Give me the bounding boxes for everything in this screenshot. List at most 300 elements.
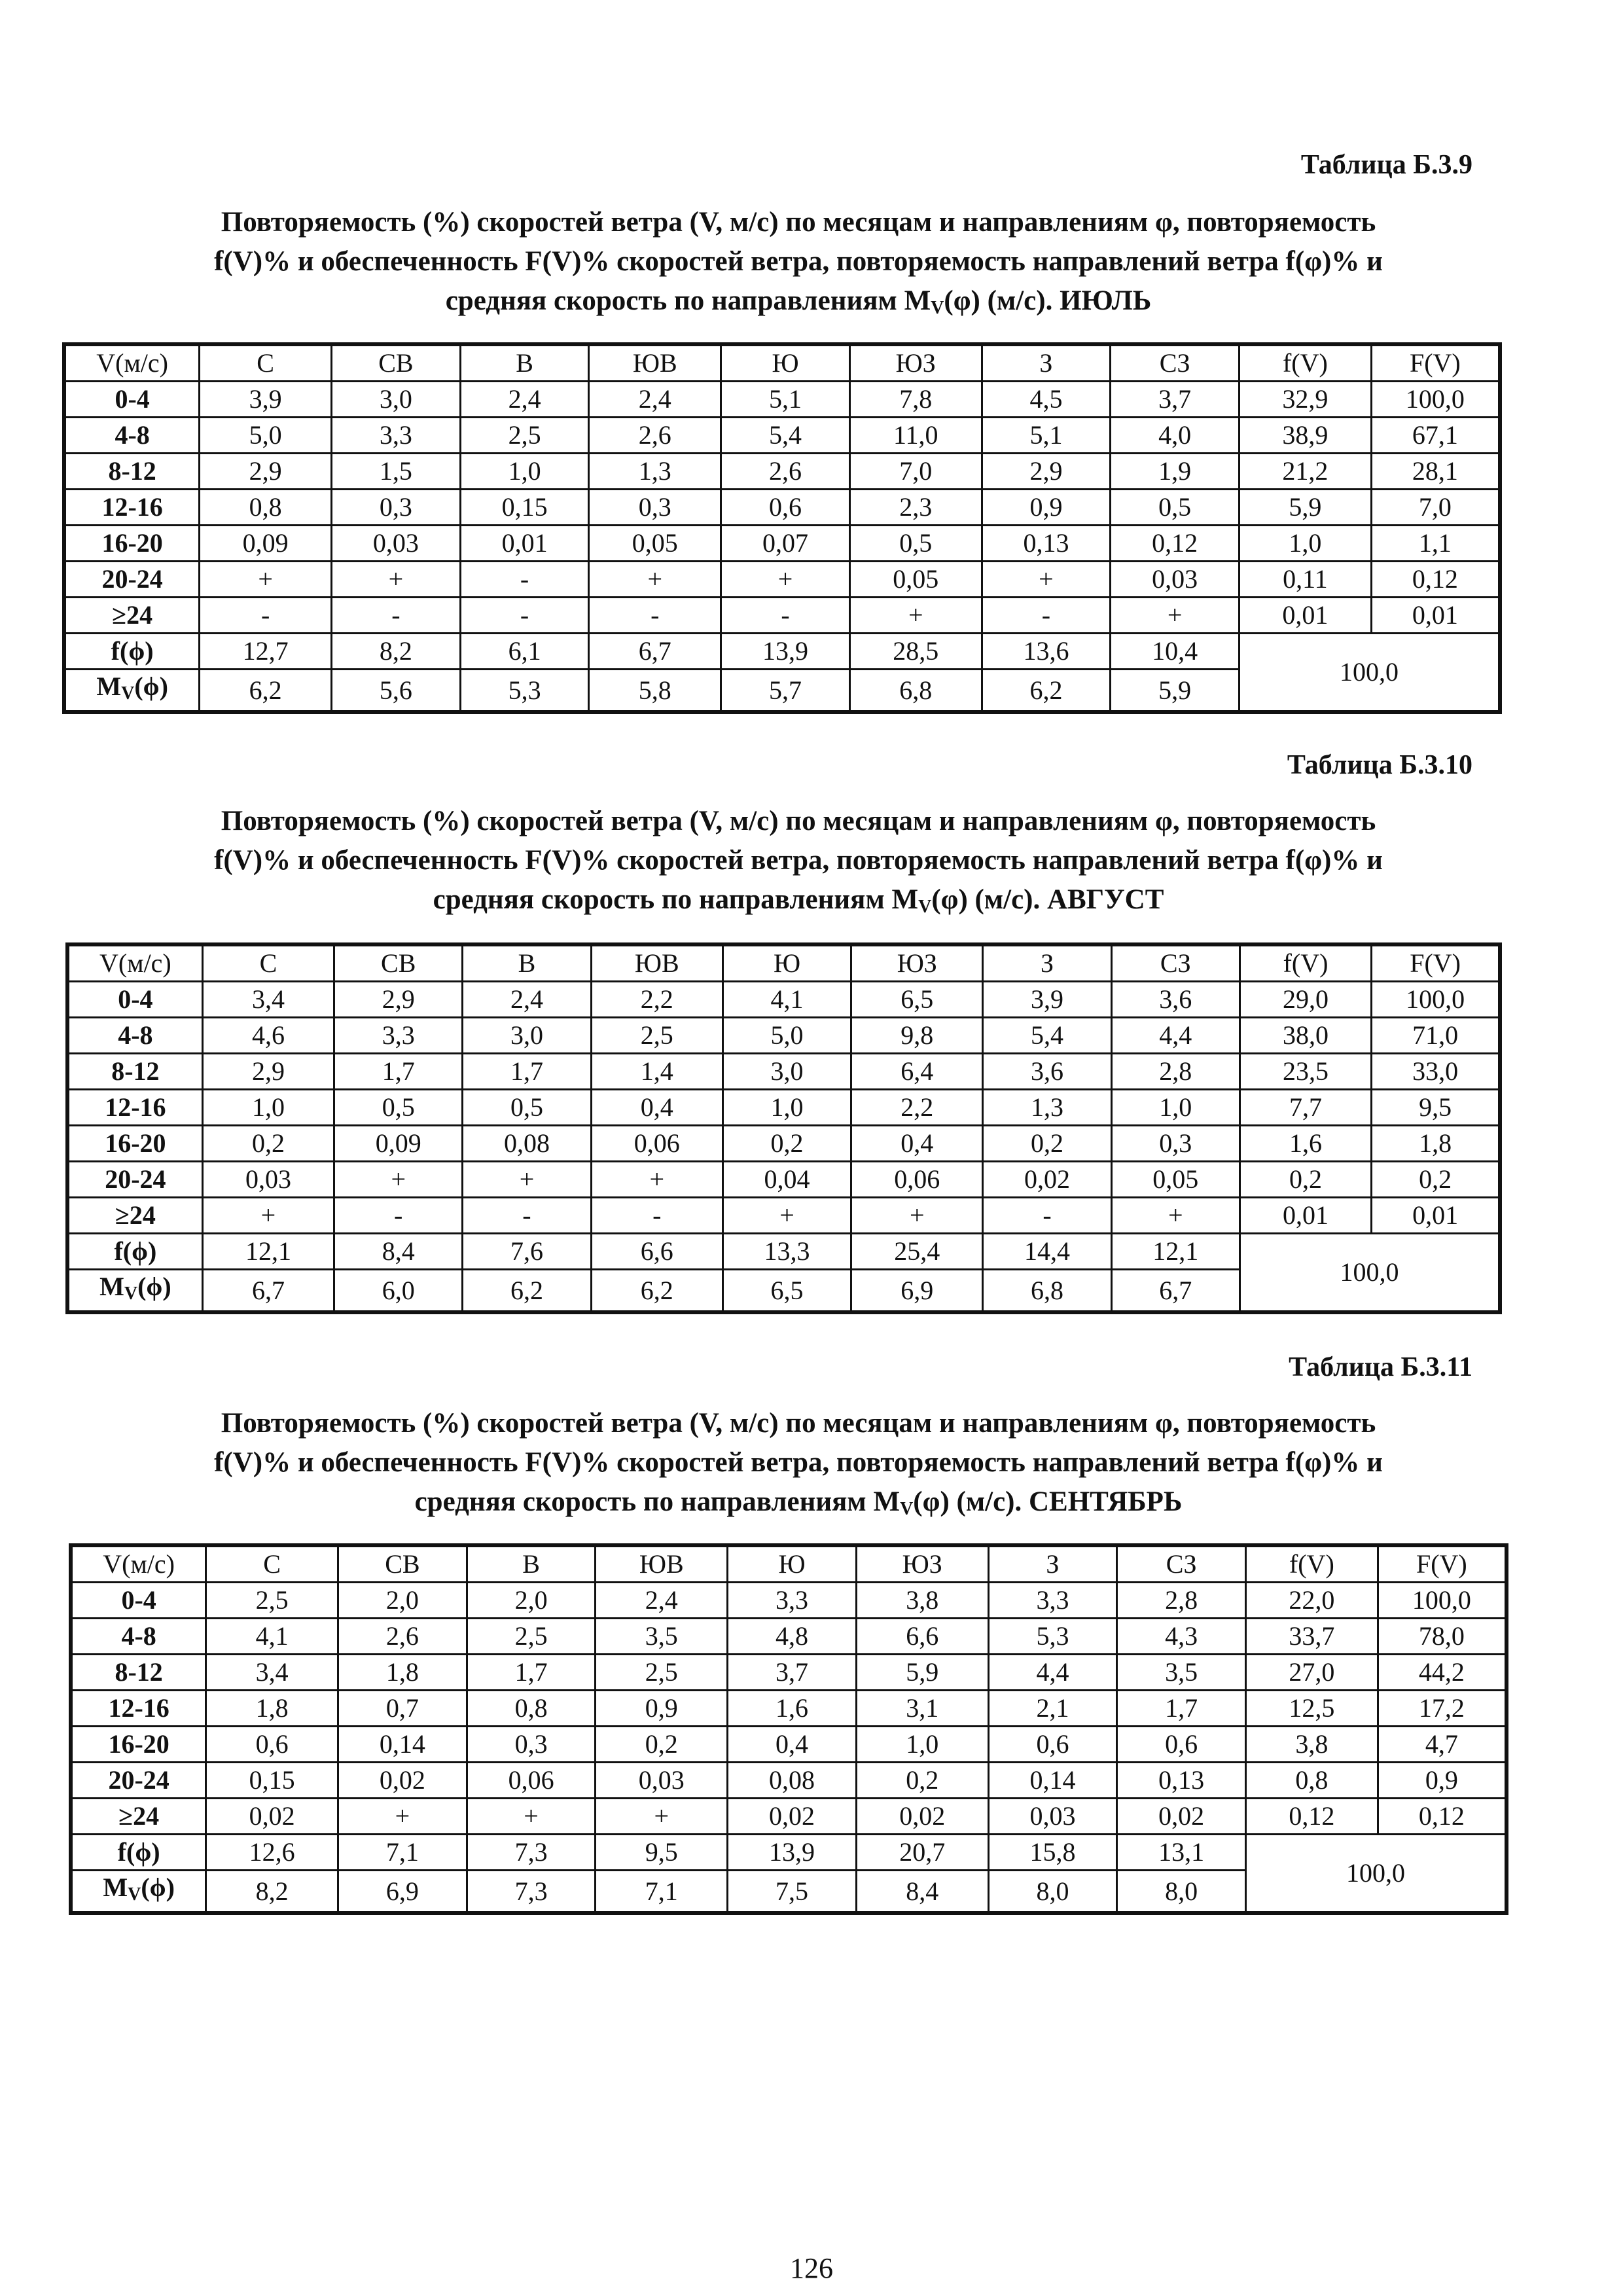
table-cell: 0,3 [1111,1126,1240,1162]
table-cell: 6,2 [463,1270,591,1313]
table-cell: 8,0 [988,1871,1117,1914]
table-row [71,1691,1507,1727]
table-cell: 6,2 [591,1270,722,1313]
table-cell: 0,02 [338,1763,467,1799]
table-cell: 13,9 [728,1835,857,1871]
column-header: V(м/с) [71,1545,206,1583]
table-cell: 0,9 [982,490,1111,526]
table-cell: 5,9 [1111,670,1240,713]
row-header: ≥24 [71,1799,206,1835]
table-cell: + [338,1799,467,1835]
table-cell: 4,4 [988,1655,1117,1691]
table-cell: 4,4 [1111,1018,1240,1054]
row-header: 16-20 [71,1727,206,1763]
table-cell: 0,03 [202,1162,334,1198]
table-cell: 12,6 [206,1835,338,1871]
column-header: ЮЗ [856,1545,988,1583]
row-header: 16-20 [64,526,200,562]
table-cell: 0,6 [721,490,850,526]
column-header: З [988,1545,1117,1583]
table-cell: 2,5 [206,1583,338,1619]
caption-line: Повторяемость (%) скоростей ветра (V, м/с) по месяцам и направлениям φ, повторяемость [221,207,1376,238]
table-cell: 1,3 [983,1090,1111,1126]
table-cell: 0,05 [589,526,721,562]
table-cell: + [721,562,850,598]
table-row [67,1090,1500,1126]
table-cell: 4,3 [1117,1619,1246,1655]
table-cell: 8,4 [334,1234,463,1270]
table-row [64,382,1500,418]
table-cell: 3,9 [200,382,332,418]
table-cell: 0,02 [1117,1799,1246,1835]
row-header: 8-12 [67,1054,202,1090]
table-cell: 4,0 [1111,418,1240,454]
column-header: f(V) [1240,944,1371,982]
column-header: ЮЗ [851,944,983,982]
table-cell: 7,8 [849,382,982,418]
table-cell: 2,9 [334,982,463,1018]
table-cell: + [334,1162,463,1198]
table-cell: 6,6 [591,1234,722,1270]
direction-frequency-row [67,1234,1500,1270]
column-header: Ю [722,944,851,982]
table-cell: 0,5 [1111,490,1240,526]
table-cell: 21,2 [1240,454,1372,490]
table-cell: 5,9 [1240,490,1372,526]
table-cell: 3,6 [983,1054,1111,1090]
row-header: 4-8 [64,418,200,454]
table-cell: 0,02 [856,1799,988,1835]
table-cell: 1,7 [334,1054,463,1090]
table-cell: 2,9 [982,454,1111,490]
table-cell: 0,01 [1240,598,1372,634]
column-header: С [200,344,332,382]
mean-speed-subscript: V [121,683,135,704]
table-cell: 6,7 [589,634,721,670]
table-cell: 25,4 [851,1234,983,1270]
table-cell: 0,07 [721,526,850,562]
table-cell: 3,5 [1117,1655,1246,1691]
table-cell: 0,2 [596,1727,728,1763]
column-header: V(м/с) [67,944,202,982]
table-cell: 33,7 [1246,1619,1378,1655]
table-cell: 7,1 [338,1835,467,1871]
column-header: ЮВ [591,944,722,982]
row-header: 0-4 [64,382,200,418]
table-cell: 5,9 [856,1655,988,1691]
table-cell: 2,5 [460,418,589,454]
column-header: Ю [721,344,850,382]
wind-table-b3-11 [69,1543,1508,1915]
table-row [71,1799,1507,1835]
table-cell: 0,02 [983,1162,1111,1198]
table-cell: + [332,562,461,598]
caption-line: f(V)% и обеспеченность F(V)% скоростей ветра, повторяемость направлений ветра f(φ)% и [214,246,1383,277]
table-cell: 6,9 [851,1270,983,1313]
table-cell: + [849,598,982,634]
table-cell: 5,1 [982,418,1111,454]
table-row [64,562,1500,598]
table-cell: 0,06 [467,1763,596,1799]
table-cell: 11,0 [849,418,982,454]
table-cell: 2,4 [463,982,591,1018]
table-cell: 6,0 [334,1270,463,1313]
table-cell: 0,4 [591,1090,722,1126]
table-cell: 20,7 [856,1835,988,1871]
column-header: В [467,1545,596,1583]
table-cell: 9,5 [1372,1090,1500,1126]
table-cell: + [1111,598,1240,634]
table-cell: 8,0 [1117,1871,1246,1914]
table-cell: - [460,562,589,598]
row-header [71,1871,206,1914]
table-cell: 2,3 [849,490,982,526]
table-cell: 2,4 [589,382,721,418]
table-cell: - [589,598,721,634]
table-cell: 0,6 [988,1727,1117,1763]
table-cell: 5,1 [721,382,850,418]
table-cell: 2,4 [596,1583,728,1619]
table-cell: 12,7 [200,634,332,670]
page-number: 126 [790,2252,833,2284]
column-header: F(V) [1372,944,1500,982]
table-cell: 3,3 [988,1583,1117,1619]
table-row [71,1583,1507,1619]
table-cell: 2,4 [460,382,589,418]
caption-b3-11 [92,1404,1505,1529]
table-cell: 100,0 [1372,982,1500,1018]
table-cell: 29,0 [1240,982,1371,1018]
table-cell: 0,04 [722,1162,851,1198]
table-cell: 6,9 [338,1871,467,1914]
column-header: ЮВ [589,344,721,382]
mean-speed-symbol: M [96,672,122,701]
table-cell: + [467,1799,596,1835]
table-cell: 4,7 [1378,1727,1507,1763]
row-header: 20-24 [71,1763,206,1799]
table-cell: - [334,1198,463,1234]
table-cell: 13,6 [982,634,1111,670]
table-cell: 6,1 [460,634,589,670]
table-cell: 6,4 [851,1054,983,1090]
table-label-b3-10: Таблица Б.3.10 [1287,750,1472,780]
table-cell: 2,8 [1111,1054,1240,1090]
table-cell: 0,4 [851,1126,983,1162]
table-cell: 1,8 [1372,1126,1500,1162]
wind-table-b3-9 [62,342,1502,714]
table-cell: 5,3 [988,1619,1117,1655]
table-cell: 0,02 [728,1799,857,1835]
table-cell: 0,2 [983,1126,1111,1162]
table-cell: 0,08 [728,1763,857,1799]
table-cell: 5,8 [589,670,721,713]
direction-frequency-row [71,1835,1507,1871]
column-header: СЗ [1111,344,1240,382]
table-cell: 22,0 [1246,1583,1378,1619]
table-cell: 2,9 [202,1054,334,1090]
row-header: 12-16 [71,1691,206,1727]
table-cell: 3,0 [463,1018,591,1054]
table-label-b3-9: Таблица Б.3.9 [1300,150,1472,180]
table-cell: 7,3 [467,1871,596,1914]
table-cell: 1,0 [856,1727,988,1763]
table-cell: 1,8 [338,1655,467,1691]
table-cell: 0,13 [982,526,1111,562]
table-cell: 0,12 [1378,1799,1507,1835]
table-cell: 0,01 [1371,598,1500,634]
table-cell: 6,2 [982,670,1111,713]
column-header: В [463,944,591,982]
table-cell: 0,3 [467,1727,596,1763]
table-cell: 0,06 [851,1162,983,1198]
table-cell: - [460,598,589,634]
row-header: f(ϕ) [67,1234,202,1270]
row-header [64,670,200,713]
table-cell: 38,0 [1240,1018,1371,1054]
table-cell: 0,6 [206,1727,338,1763]
table-cell: 13,9 [721,634,850,670]
table-cell: 0,7 [338,1691,467,1727]
table-cell: 0,12 [1246,1799,1378,1835]
row-header: 12-16 [64,490,200,526]
table-cell: 14,4 [983,1234,1111,1270]
table-cell: 9,8 [851,1018,983,1054]
table-cell: 0,8 [200,490,332,526]
table-cell: 1,9 [1111,454,1240,490]
table-cell: 3,4 [202,982,334,1018]
row-header: 20-24 [67,1162,202,1198]
caption-line: Повторяемость (%) скоростей ветра (V, м/с) по месяцам и направлениям φ, повторяемость [221,1408,1376,1439]
column-header: СВ [334,944,463,982]
table-cell: 0,9 [1378,1763,1507,1799]
table-row [67,1162,1500,1198]
table-cell: 8,2 [332,634,461,670]
row-header: 8-12 [71,1655,206,1691]
table-cell: 33,0 [1372,1054,1500,1090]
table-cell: 12,1 [202,1234,334,1270]
table-cell: 3,3 [728,1583,857,1619]
table-cell: 0,09 [334,1126,463,1162]
total-cell: 100,0 [1246,1835,1507,1914]
table-cell: 2,0 [338,1583,467,1619]
column-header: С [202,944,334,982]
caption-b3-10 [92,802,1505,927]
table-cell: + [722,1198,851,1234]
table-cell: 1,4 [591,1054,722,1090]
table-cell: 2,6 [721,454,850,490]
caption-line: средняя скорость по направлениям $M_V(\varphi)$ (м/с). ИЮЛЬ [445,285,1152,318]
table-row [67,1126,1500,1162]
table-cell: 2,2 [851,1090,983,1126]
caption-line: средняя скорость по направлениям $M_V(\varphi)$ (м/с). АВГУСТ [433,884,1164,917]
table-cell: 4,5 [982,382,1111,418]
table-cell: - [721,598,850,634]
table-cell: 3,8 [1246,1727,1378,1763]
header-row [71,1545,1507,1583]
table-row [67,1018,1500,1054]
table-cell: 0,2 [1372,1162,1500,1198]
table-cell: 2,6 [589,418,721,454]
table-cell: 0,06 [591,1126,722,1162]
table-cell: 28,5 [849,634,982,670]
table-cell: 4,8 [728,1619,857,1655]
table-cell: 1,1 [1371,526,1500,562]
table-cell: 0,2 [722,1126,851,1162]
caption-line: Повторяемость (%) скоростей ветра (V, м/с) по месяцам и направлениям φ, повторяемость [221,806,1376,836]
table-cell: + [596,1799,728,1835]
column-header: ЮВ [596,1545,728,1583]
table-cell: 5,0 [200,418,332,454]
column-header: СВ [332,344,461,382]
table-cell: 2,5 [591,1018,722,1054]
table-row [67,1054,1500,1090]
table-cell: 4,6 [202,1018,334,1054]
table-cell: 9,5 [596,1835,728,1871]
row-header: 4-8 [67,1018,202,1054]
table-cell: - [332,598,461,634]
table-cell: 0,2 [202,1126,334,1162]
table-cell: 0,3 [332,490,461,526]
column-header: ЮЗ [849,344,982,382]
table-cell: 0,14 [338,1727,467,1763]
column-header: f(V) [1240,344,1372,382]
table-row [71,1619,1507,1655]
table-cell: 7,1 [596,1871,728,1914]
total-cell: 100,0 [1240,1234,1500,1313]
table-cell: 0,01 [460,526,589,562]
table-row [64,598,1500,634]
table-cell: 2,5 [467,1619,596,1655]
table-cell: 4,1 [722,982,851,1018]
table-cell: 1,7 [467,1655,596,1691]
table-cell: 0,8 [467,1691,596,1727]
column-header: З [982,344,1111,382]
table-cell: 0,2 [856,1763,988,1799]
table-cell: 0,13 [1117,1763,1246,1799]
table-cell: 0,5 [849,526,982,562]
table-cell: + [202,1198,334,1234]
table-row [71,1655,1507,1691]
table-cell: 1,0 [202,1090,334,1126]
table-cell: 1,0 [1111,1090,1240,1126]
table-cell: 13,3 [722,1234,851,1270]
table-cell: 6,6 [856,1619,988,1655]
table-cell: 6,2 [200,670,332,713]
table-cell: 13,1 [1117,1835,1246,1871]
table-cell: 1,6 [1240,1126,1371,1162]
mean-speed-subscript: V [128,1884,141,1905]
row-header: 8-12 [64,454,200,490]
column-header: СЗ [1117,1545,1246,1583]
table-cell: 12,5 [1246,1691,1378,1727]
table-cell: 0,12 [1111,526,1240,562]
column-header: Ю [728,1545,857,1583]
table-cell: 3,8 [856,1583,988,1619]
table-cell: 0,05 [849,562,982,598]
mean-speed-symbol: M [99,1272,124,1301]
table-row [64,454,1500,490]
header-row [64,344,1500,382]
table-cell: 5,6 [332,670,461,713]
table-cell: - [982,598,1111,634]
table-cell: 0,15 [206,1763,338,1799]
column-header: СЗ [1111,944,1240,982]
table-cell: 28,1 [1371,454,1500,490]
table-cell: 3,9 [983,982,1111,1018]
table-cell: 3,3 [332,418,461,454]
table-cell: 1,6 [728,1691,857,1727]
table-cell: 1,7 [463,1054,591,1090]
table-cell: 3,5 [596,1619,728,1655]
table-cell: 2,5 [596,1655,728,1691]
table-cell: 7,5 [728,1871,857,1914]
table-cell: 3,0 [722,1054,851,1090]
table-cell: 78,0 [1378,1619,1507,1655]
table-cell: 0,01 [1372,1198,1500,1234]
table-cell: 0,14 [988,1763,1117,1799]
table-cell: + [463,1162,591,1198]
table-row [64,526,1500,562]
table-cell: 3,3 [334,1018,463,1054]
table-cell: 0,2 [1240,1162,1371,1198]
table-cell: 0,12 [1371,562,1500,598]
table-cell: 5,4 [983,1018,1111,1054]
table-cell: 12,1 [1111,1234,1240,1270]
table-cell: 6,8 [849,670,982,713]
table-cell: 7,3 [467,1835,596,1871]
table-cell: 0,5 [334,1090,463,1126]
table-cell: + [589,562,721,598]
row-header: 12-16 [67,1090,202,1126]
table-cell: 15,8 [988,1835,1117,1871]
column-header: З [983,944,1111,982]
table-row [64,418,1500,454]
table-cell: 100,0 [1371,382,1500,418]
table-row [71,1763,1507,1799]
table-cell: 0,03 [332,526,461,562]
table-cell: 71,0 [1372,1018,1500,1054]
row-header: ≥24 [67,1198,202,1234]
table-cell: 100,0 [1378,1583,1507,1619]
table-cell: 1,0 [1240,526,1372,562]
column-header: С [206,1545,338,1583]
column-header: f(V) [1246,1545,1378,1583]
table-cell: 7,0 [849,454,982,490]
table-cell: 1,0 [722,1090,851,1126]
mean-speed-suffix: (ϕ) [141,1873,175,1902]
table-cell: 2,2 [591,982,722,1018]
table-label-b3-11: Таблица Б.3.11 [1289,1352,1472,1382]
row-header: 0-4 [67,982,202,1018]
table-row [67,982,1500,1018]
table-cell: 1,3 [589,454,721,490]
wind-table-b3-10 [65,942,1502,1314]
table-cell: + [591,1162,722,1198]
table-cell: 5,4 [721,418,850,454]
table-cell: 0,5 [463,1090,591,1126]
table-cell: 8,2 [206,1871,338,1914]
caption-line: f(V)% и обеспеченность F(V)% скоростей ветра, повторяемость направлений ветра f(φ)% и [214,1447,1383,1478]
table-cell: + [982,562,1111,598]
table-cell: 3,6 [1111,982,1240,1018]
table-cell: 3,4 [206,1655,338,1691]
column-header: F(V) [1378,1545,1507,1583]
row-header: 0-4 [71,1583,206,1619]
table-cell: 2,1 [988,1691,1117,1727]
table-cell: 3,1 [856,1691,988,1727]
row-header: 16-20 [67,1126,202,1162]
table-cell: 38,9 [1240,418,1372,454]
